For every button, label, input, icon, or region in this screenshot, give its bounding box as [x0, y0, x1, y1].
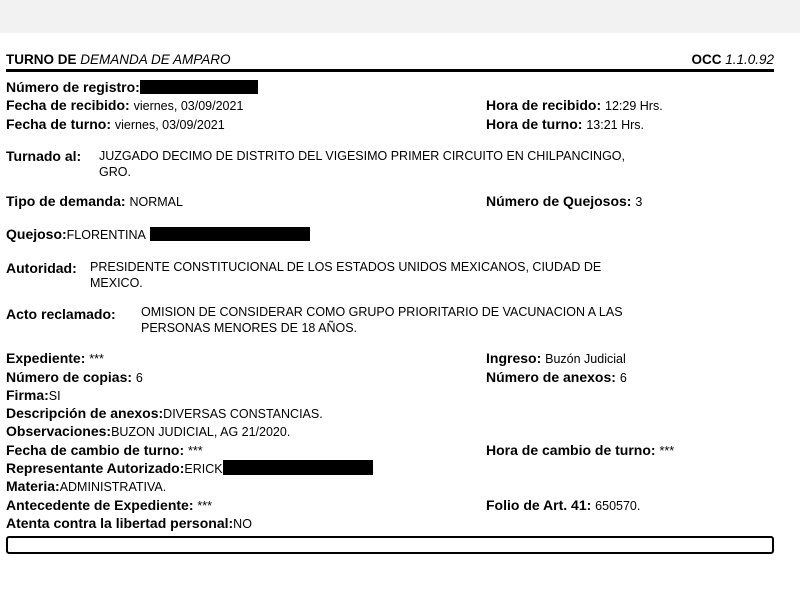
- antecedente-value: ***: [197, 499, 212, 513]
- hora-turno-row: [486, 115, 644, 134]
- fecha-turno-value: viernes, 03/09/2021: [114, 118, 225, 132]
- acto-reclamado-value: OMISION DE CONSIDERAR COMO GRUPO PRIORITARIO DE VACUNACION A LAS PERSONAS MENORES DE 18 AÑOS.: [141, 305, 623, 335]
- tipo-demanda-row: [6, 192, 183, 211]
- firma-row: [6, 386, 61, 405]
- document-header: [6, 52, 774, 72]
- hora-turno-value: 13:21 Hrs.: [586, 118, 645, 132]
- tipo-demanda-value: NORMAL: [129, 195, 183, 209]
- hora-recibido-row: [486, 96, 663, 115]
- redaction-bar: [223, 460, 373, 475]
- representante-label: Representante Autorizado:: [6, 460, 185, 476]
- folio-value: 650570.: [595, 499, 641, 513]
- header-version: OCC 1.1.0.92: [691, 52, 774, 67]
- fecha-turno-label: Fecha de turno:: [6, 116, 112, 132]
- numero-copias-row: [6, 368, 143, 387]
- hora-cambio-turno-row: [486, 441, 674, 460]
- turnado-al-value: JUZGADO DECIMO DE DISTRITO DEL VIGESIMO PRIMER CIRCUITO EN CHILPANCINGO, GRO.: [99, 149, 625, 179]
- autoridad-value: PRESIDENTE CONSTITUCIONAL DE LOS ESTADOS UNIDOS MEXICANOS, CIUDAD DE MEXICO.: [90, 260, 602, 290]
- fecha-recibido-value: viernes, 03/09/2021: [133, 99, 244, 113]
- numero-registro-label: Número de registro:: [6, 79, 140, 95]
- fecha-cambio-turno-row: [6, 441, 203, 460]
- tipo-demanda-label: Tipo de demanda:: [6, 193, 126, 209]
- acto-reclamado-label: Acto reclamado:: [6, 306, 116, 322]
- hora-turno-label: Hora de turno:: [486, 116, 583, 132]
- numero-anexos-label: Número de anexos:: [486, 369, 616, 385]
- top-gray-band: [0, 0, 800, 47]
- hora-cambio-turno-value: ***: [659, 444, 675, 458]
- quejoso-row: [6, 225, 310, 244]
- fecha-recibido-label: Fecha de recibido:: [6, 97, 130, 113]
- materia-value: ADMINISTRATIVA.: [59, 480, 167, 494]
- expediente-label: Expediente:: [6, 350, 86, 366]
- descripcion-anexos-label: Descripción de anexos:: [6, 405, 164, 421]
- materia-label: Materia:: [6, 478, 60, 494]
- numero-anexos-row: [486, 368, 627, 387]
- turnado-al-label-row: [6, 147, 81, 165]
- materia-row: [6, 477, 166, 496]
- observaciones-value: BUZON JUDICIAL, AG 21/2020.: [111, 425, 291, 439]
- numero-registro-row: [6, 78, 258, 96]
- antecedente-row: [6, 496, 212, 515]
- representante-value: ERICK: [184, 462, 223, 476]
- firma-label: Firma:: [6, 387, 49, 403]
- descripcion-anexos-row: [6, 404, 323, 423]
- antecedente-label: Antecedente de Expediente:: [6, 497, 194, 513]
- fecha-recibido-row: [6, 96, 243, 115]
- ingreso-row: [486, 349, 626, 368]
- hora-recibido-value: 12:29 Hrs.: [605, 99, 663, 113]
- acto-reclamado-label-row: [6, 305, 116, 323]
- folio-label: Folio de Art. 41:: [486, 497, 592, 513]
- redaction-bar: [150, 227, 310, 241]
- numero-quejosos-label: Número de Quejosos:: [486, 193, 632, 209]
- ingreso-label: Ingreso:: [486, 350, 542, 366]
- fecha-cambio-turno-label: Fecha de cambio de turno:: [6, 442, 185, 458]
- numero-copias-value: 6: [135, 371, 143, 385]
- observaciones-label: Observaciones:: [6, 423, 112, 439]
- autoridad-label-row: [6, 259, 77, 277]
- numero-copias-label: Número de copias:: [6, 369, 133, 385]
- autoridad-label: Autoridad:: [6, 260, 77, 276]
- header-title: TURNO DE DEMANDA DE AMPARO: [6, 52, 231, 67]
- numero-quejosos-row: [486, 192, 642, 211]
- quejoso-value: FLORENTINA: [66, 228, 146, 242]
- document: [6, 52, 774, 72]
- atenta-value: NO: [233, 517, 252, 531]
- numero-anexos-value: 6: [619, 371, 627, 385]
- observaciones-row: [6, 422, 290, 441]
- ingreso-value: Buzón Judicial: [545, 352, 626, 366]
- atenta-label: Atenta contra la libertad personal:: [6, 515, 234, 531]
- empty-footer-box: [6, 536, 774, 554]
- descripcion-anexos-value: DIVERSAS CONSTANCIAS.: [163, 407, 323, 421]
- fecha-turno-row: [6, 115, 225, 134]
- atenta-row: [6, 514, 252, 533]
- hora-recibido-label: Hora de recibido:: [486, 97, 602, 113]
- expediente-row: [6, 349, 104, 368]
- folio-row: [486, 496, 640, 515]
- fecha-cambio-turno-value: ***: [188, 444, 203, 458]
- firma-value: SI: [48, 389, 61, 403]
- representante-row: [6, 459, 373, 478]
- numero-quejosos-value: 3: [635, 195, 643, 209]
- redaction-bar: [140, 80, 258, 94]
- turnado-al-label: Turnado al:: [6, 148, 82, 164]
- quejoso-label: Quejoso:: [6, 226, 67, 242]
- expediente-value: ***: [89, 352, 104, 366]
- hora-cambio-turno-label: Hora de cambio de turno:: [486, 442, 656, 458]
